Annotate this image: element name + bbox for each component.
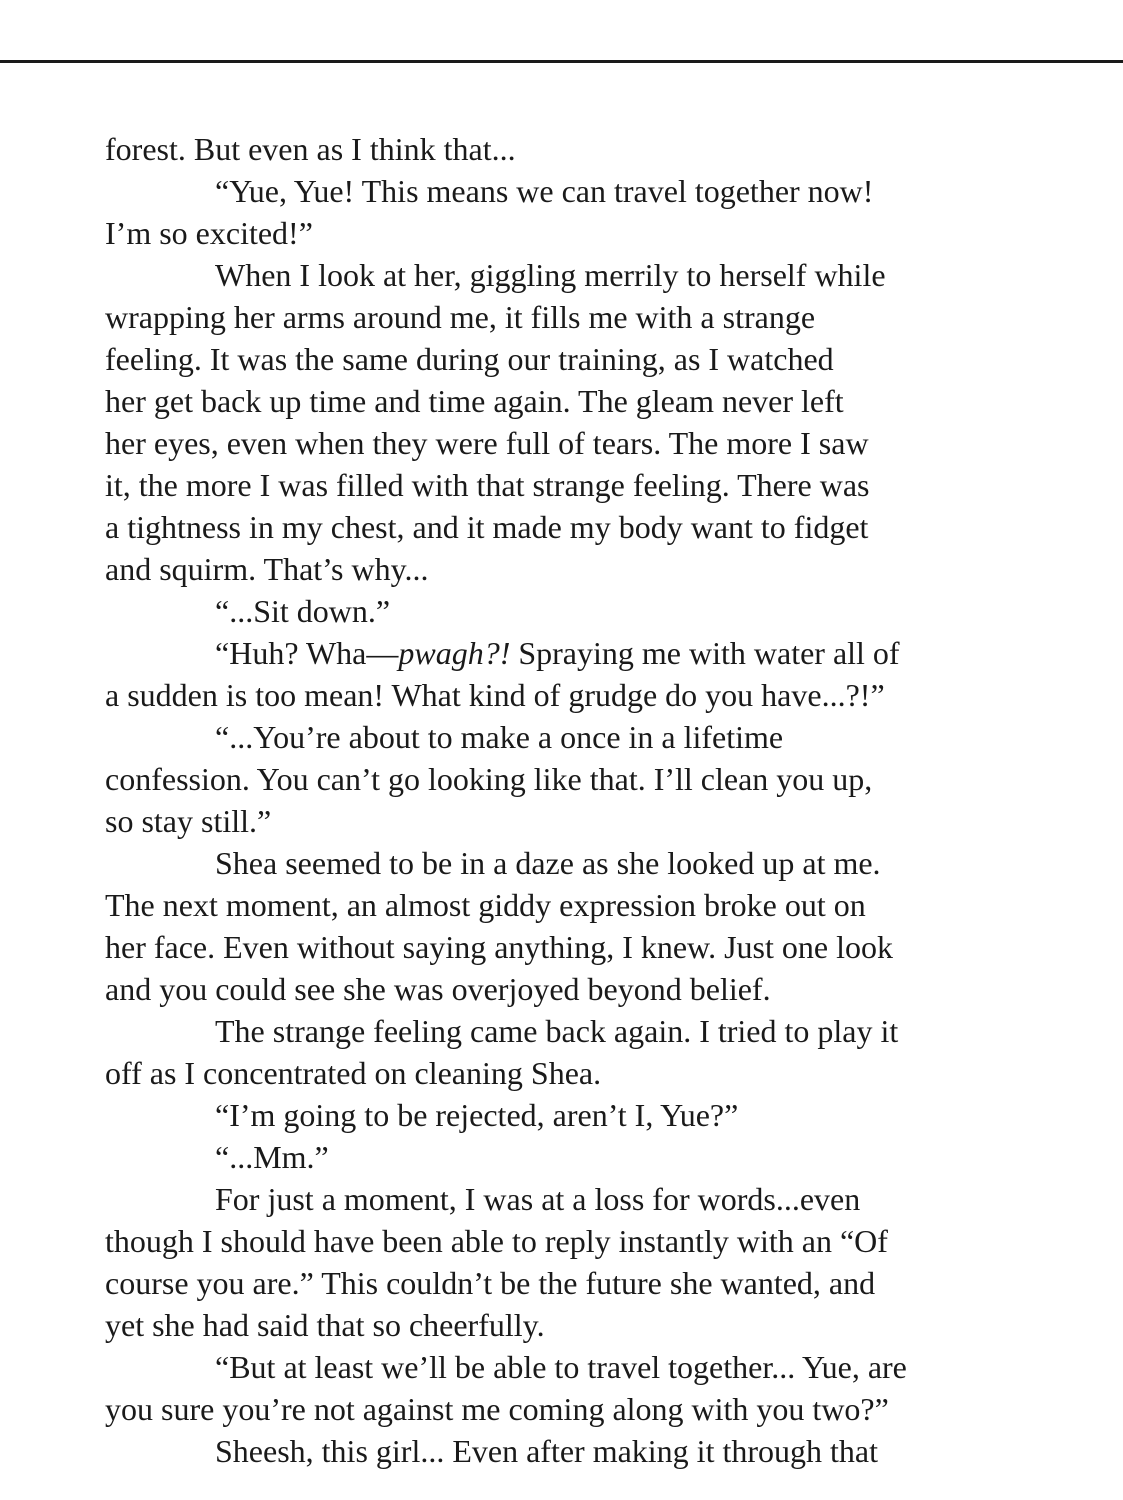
text-line: When I look at her, giggling merrily to herself while [215, 257, 886, 293]
text-line [105, 632, 1005, 674]
text-line: you sure you’re not against me coming along with you two?” [105, 1391, 889, 1427]
text-line: feeling. It was the same during our training, as I watched [105, 341, 834, 377]
text-line: and you could see she was overjoyed beyond belief. [105, 971, 771, 1007]
text-segment: “Huh? Wha— [215, 635, 399, 671]
text-line: wrapping her arms around me, it fills me with a strange [105, 299, 816, 335]
text-line: a tightness in my chest, and it made my body want to fidget [105, 509, 869, 545]
text-line: her get back up time and time again. The gleam never left [105, 383, 844, 419]
text-line: course you are.” This couldn’t be the future she wanted, and [105, 1265, 876, 1301]
text-line: so stay still.” [105, 803, 272, 839]
text-line: “...You’re about to make a once in a lifetime [215, 719, 784, 755]
text-line: and squirm. That’s why... [105, 551, 429, 587]
text-line: Shea seemed to be in a daze as she looked up at me. [215, 845, 881, 881]
text-line: “But at least we’ll be able to travel together... Yue, are [215, 1349, 907, 1385]
text-line: The next moment, an almost giddy expression broke out on [105, 887, 866, 923]
text-line: “I’m going to be rejected, aren’t I, Yue?” [215, 1097, 739, 1133]
text-line: it, the more I was filled with that strange feeling. There was [105, 467, 870, 503]
italic-text-segment: pwagh?! [398, 635, 511, 671]
text-line: I’m so excited!” [105, 215, 313, 251]
text-line: yet she had said that so cheerfully. [105, 1307, 545, 1343]
text-line: forest. But even as I think that... [105, 131, 516, 167]
body-text [105, 128, 1005, 1472]
text-segment: Spraying me with water all of [510, 635, 900, 671]
text-line: “...Sit down.” [215, 593, 391, 629]
text-line: her face. Even without saying anything, I knew. Just one look [105, 929, 893, 965]
text-line: “...Mm.” [215, 1139, 329, 1175]
text-line: a sudden is too mean! What kind of grudge do you have...?!” [105, 677, 885, 713]
text-line: “Yue, Yue! This means we can travel together now! [215, 173, 874, 209]
text-line: though I should have been able to reply instantly with an “Of [105, 1223, 888, 1259]
text-line: Sheesh, this girl... Even after making it through that [215, 1433, 878, 1469]
text-line: her eyes, even when they were full of tears. The more I saw [105, 425, 869, 461]
text-line: The strange feeling came back again. I tried to play it [215, 1013, 899, 1049]
header-rule [0, 60, 1123, 63]
text-line: confession. You can’t go looking like that. I’ll clean you up, [105, 761, 873, 797]
text-line: off as I concentrated on cleaning Shea. [105, 1055, 602, 1091]
text-line: For just a moment, I was at a loss for words...even [215, 1181, 861, 1217]
